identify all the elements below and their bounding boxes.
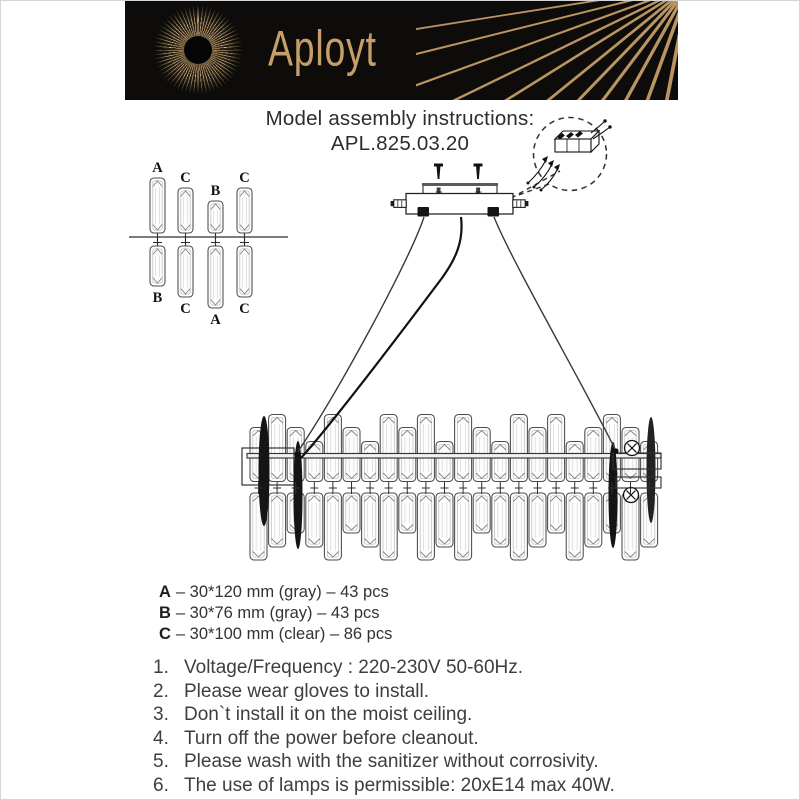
wiring-callout: [513, 118, 612, 198]
part-desc: – 30*120 mm (gray) – 43 pcs: [175, 583, 389, 601]
svg-text:B: B: [152, 290, 163, 306]
item-text: Don`t install it on the moist ceiling.: [184, 704, 473, 725]
instruction-item: [153, 656, 615, 680]
instruction-item: [153, 680, 615, 704]
parts-list: [159, 582, 392, 645]
crystal-connectors: [255, 482, 654, 494]
part-letter: C: [159, 625, 171, 643]
terminal-block-icon: [555, 131, 599, 152]
item-text: The use of lamps is permissible: 20xE14 max 40W.: [184, 774, 615, 796]
ceiling-mount-diagram: [391, 164, 529, 217]
part-row: [159, 582, 392, 603]
item-number: 2.: [153, 680, 169, 702]
instruction-item: [153, 703, 615, 727]
svg-text:C: C: [239, 170, 250, 186]
instruction-list: [153, 656, 615, 797]
svg-text:B: B: [210, 183, 221, 199]
crystal-size-legend: [129, 160, 288, 328]
part-desc: – 30*76 mm (gray) – 43 pcs: [175, 604, 380, 622]
part-desc: – 30*100 mm (clear) – 86 pcs: [175, 625, 393, 643]
brand-name: Aployt: [268, 20, 377, 77]
item-text: Turn off the power before cleanout.: [184, 727, 479, 749]
svg-text:C: C: [180, 301, 191, 317]
cable-gland: [488, 207, 500, 217]
instruction-item: [153, 750, 615, 774]
item-number: 4.: [153, 727, 169, 749]
svg-text:A: A: [210, 312, 221, 328]
item-number: 6.: [153, 774, 169, 796]
chandelier-bottom-crystals: [250, 493, 658, 560]
item-number: 5.: [153, 751, 169, 772]
svg-text:A: A: [152, 160, 163, 176]
svg-text:C: C: [180, 170, 191, 186]
svg-text:C: C: [239, 301, 250, 317]
part-row: [159, 624, 392, 645]
mounting-screw-icon: [434, 164, 483, 180]
part-row: [159, 603, 392, 624]
part-letter: A: [159, 583, 171, 601]
item-number: 1.: [153, 657, 169, 678]
part-letter: B: [159, 604, 171, 622]
page-title: Model assembly instructions:: [265, 107, 535, 130]
item-text: Voltage/Frequency : 220-230V 50-60Hz.: [184, 657, 524, 678]
item-number: 3.: [153, 704, 169, 725]
cable-gland: [418, 207, 430, 217]
item-text: Please wash with the sanitizer without corrosivity.: [184, 751, 599, 772]
model-number: APL.825.03.20: [330, 132, 470, 155]
instruction-item: [153, 774, 615, 798]
instruction-item: [153, 727, 615, 751]
item-text: Please wear gloves to install.: [184, 680, 430, 702]
